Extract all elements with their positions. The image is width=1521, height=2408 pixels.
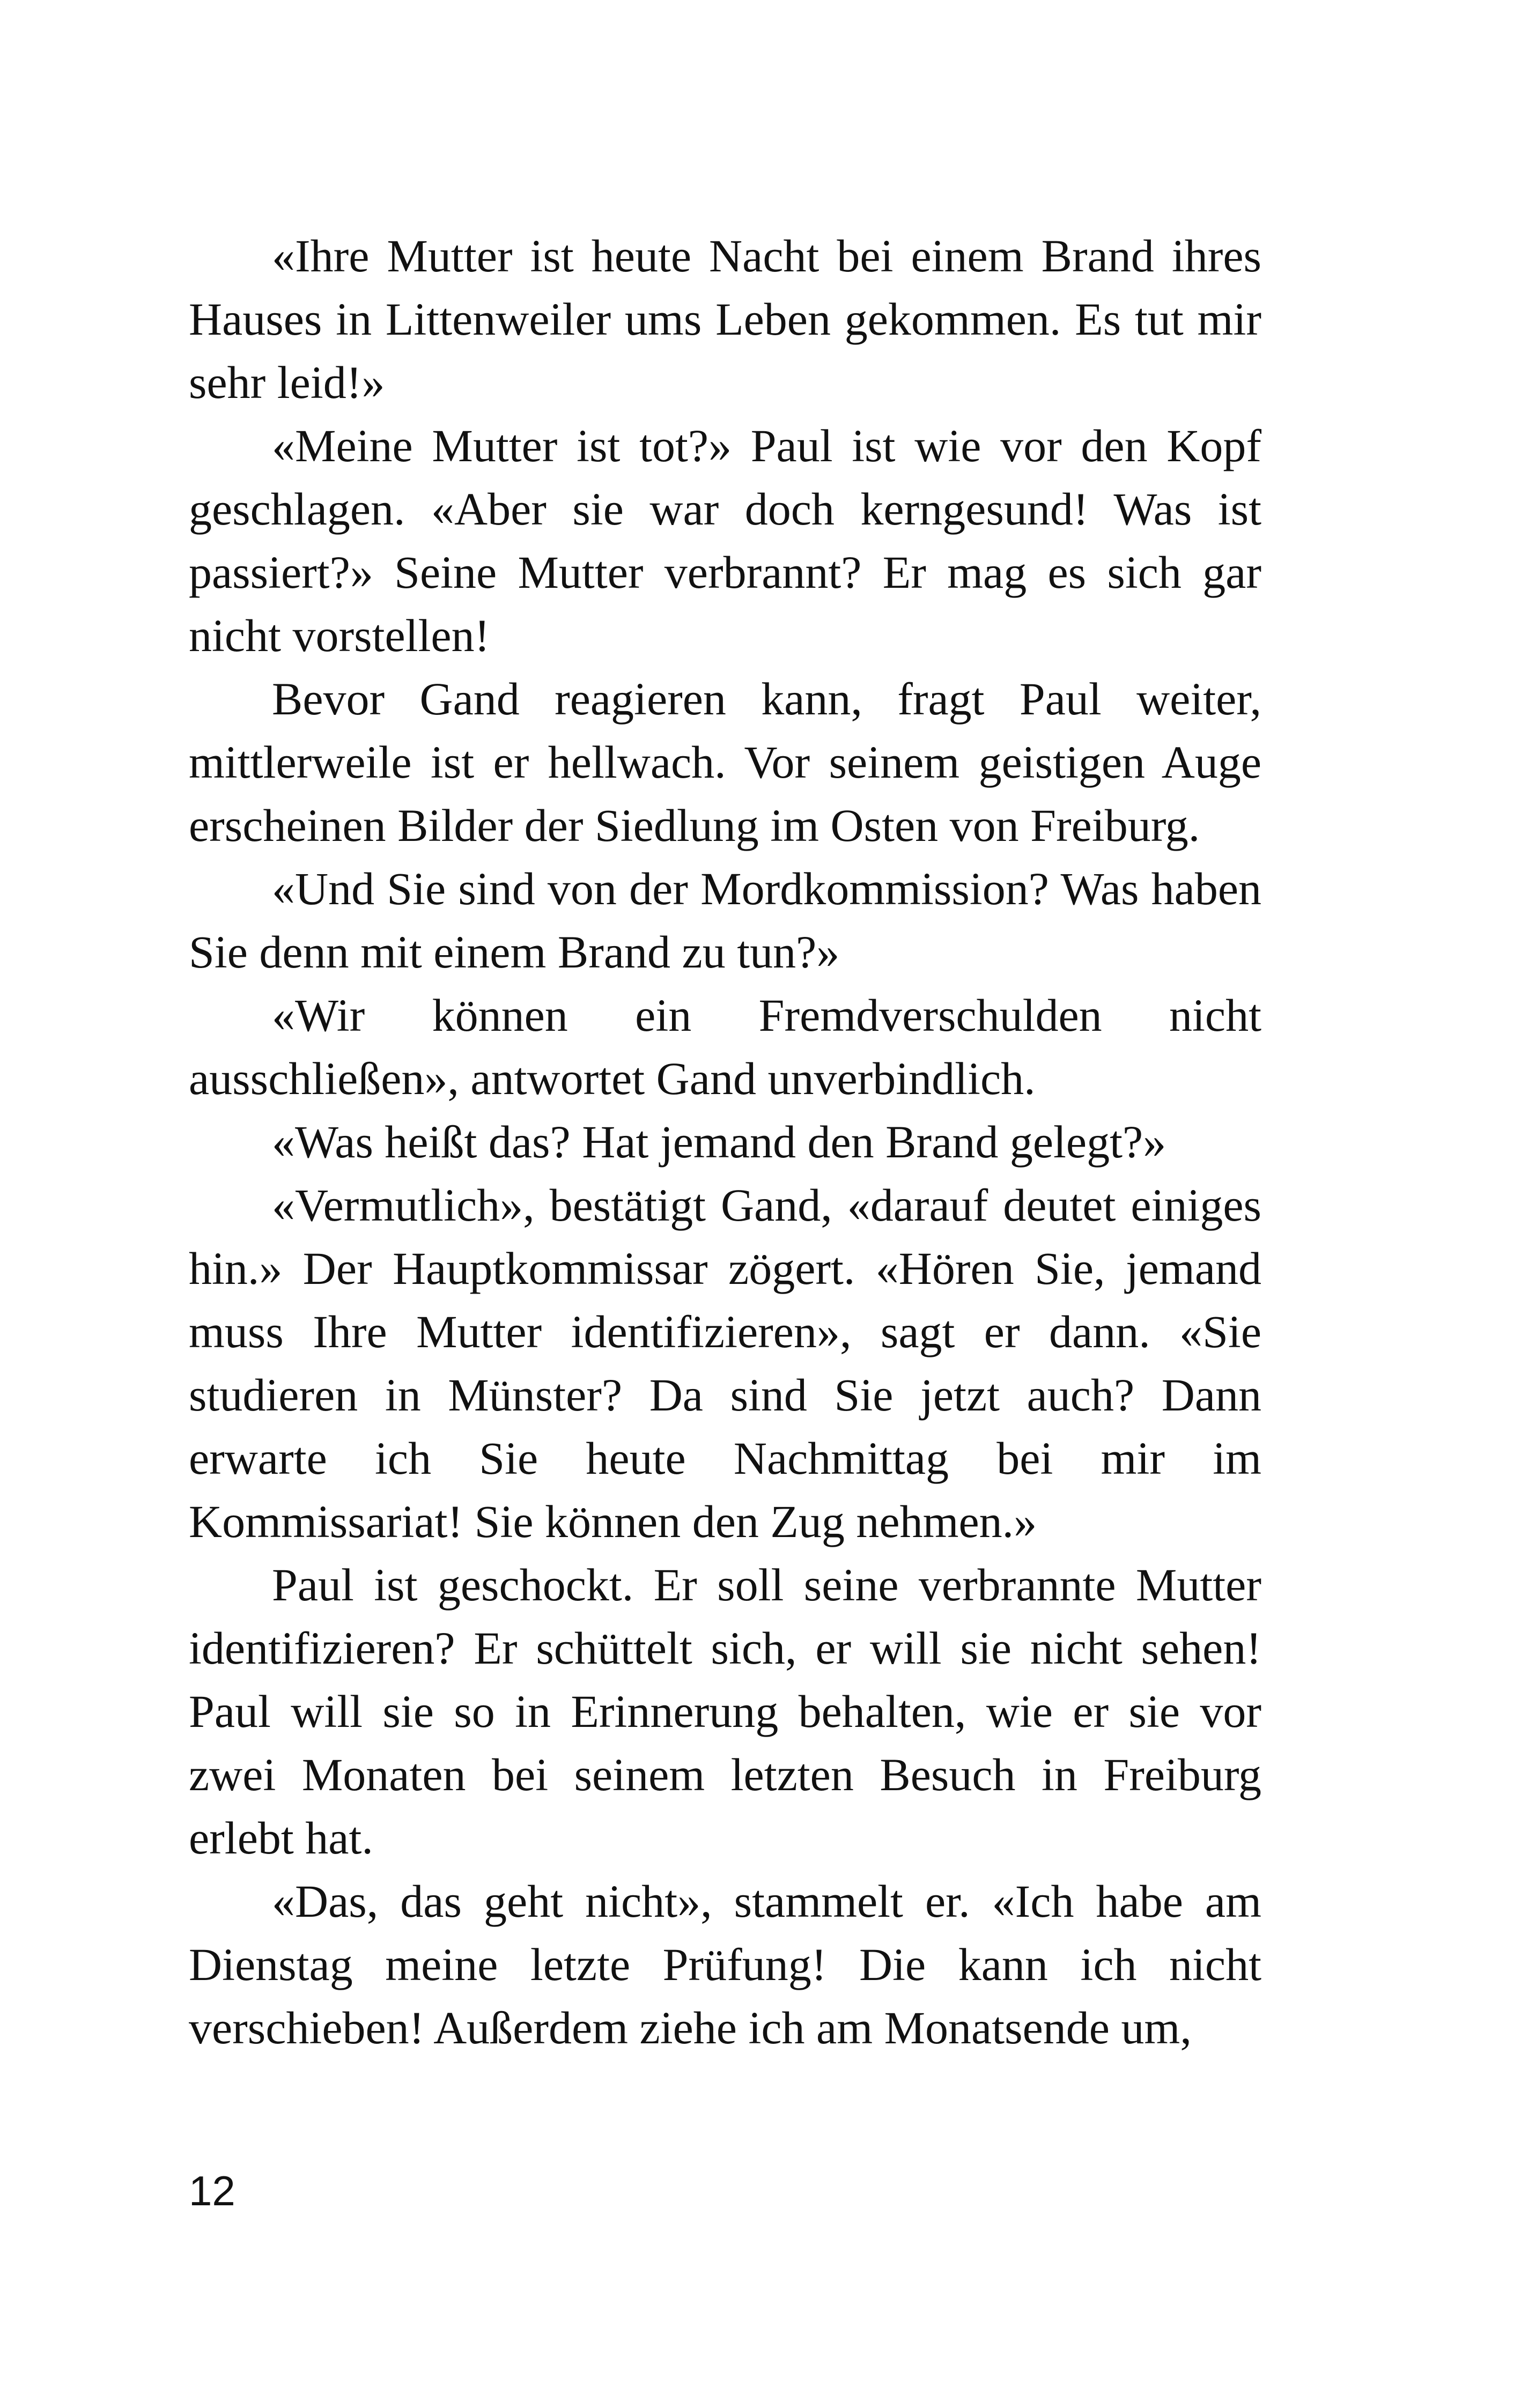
paragraph-4: «Und Sie sind von der Mordkommission? Was haben Sie denn mit einem Brand zu tun?»	[189, 863, 1261, 978]
paragraph-5: «Wir können ein Fremdverschulden nicht ausschließen», antwortet Gand unverbindlich.	[189, 989, 1261, 1104]
paragraph-1: «Ihre Mutter ist heute Nacht bei einem Brand ihres Hauses in Littenweiler ums Leben gekommen. Es tut mir sehr leid!»	[189, 230, 1261, 408]
paragraph-3: Bevor Gand reagieren kann, fragt Paul weiter, mittlerweile ist er hellwach. Vor seinem geistigen Auge erscheinen Bilder der Siedlung im Osten von Freiburg.	[189, 673, 1261, 851]
paragraph-2: «Meine Mutter ist tot?» Paul ist wie vor den Kopf geschlagen. «Aber sie war doch kerngesund! Was ist passiert?» Seine Mutter verbrannt? Er mag es sich gar nicht vorstellen!	[189, 420, 1261, 661]
body-text	[189, 224, 1261, 2059]
paragraph-7: «Vermutlich», bestätigt Gand, «darauf deutet einiges hin.» Der Hauptkommissar zögert. «Hören Sie, jemand muss Ihre Mutter identifizieren», sagt er dann. «Sie studieren in Münster? Da sind Sie jetzt auch? Dann erwarte ich Sie heute Nachmittag bei mir im Kommissariat! Sie können den Zug nehmen.»	[189, 1179, 1261, 1547]
paragraph-6: «Was heißt das? Hat jemand den Brand gelegt?»	[272, 1116, 1166, 1168]
paragraph-8: Paul ist geschockt. Er soll seine verbrannte Mutter identifizieren? Er schüttelt sich, er will sie nicht sehen! Paul will sie so in Erinnerung behalten, wie er sie vor zwei Monaten bei seinem letzten Besuch in Freiburg erlebt hat.	[189, 1559, 1261, 1864]
paragraph-9: «Das, das geht nicht», stammelt er. «Ich habe am Dienstag meine letzte Prüfung! Die kann ich nicht verschieben! Außerdem ziehe ich am Monatsende um,	[189, 1875, 1261, 2054]
page-number: 12	[189, 2167, 235, 2214]
